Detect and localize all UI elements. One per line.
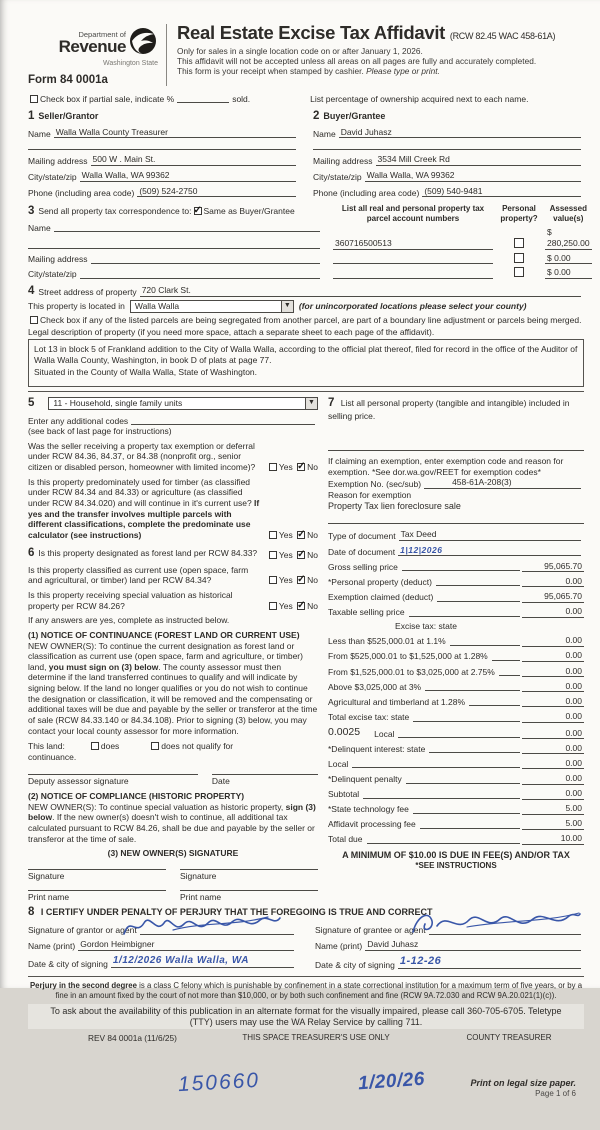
corr-city-input[interactable] [80, 271, 320, 279]
section-6-number: 6 [28, 547, 35, 560]
parcel-row-3 [333, 267, 592, 279]
partial-sale-checkbox[interactable] [30, 95, 38, 103]
agricultural-label: Agricultural and timberland at 1.28% [328, 696, 466, 707]
reason-value[interactable]: Property Tax lien foreclosure sale [328, 500, 461, 511]
header-divider [166, 24, 167, 86]
does-not-label: does not qualify for [161, 741, 234, 752]
total-due-label: Total due [328, 834, 363, 845]
corr-name2-input[interactable] [28, 241, 320, 249]
q6a-yes-checkbox[interactable] [269, 551, 277, 559]
see-instructions-note: *SEE INSTRUCTIONS [415, 861, 497, 871]
grantee-signature-label: Signature of grantee or agent [315, 925, 426, 936]
grantor-name-input[interactable]: Gordon Heimbigner [78, 939, 294, 951]
section-5-number: 5 [28, 397, 35, 410]
buyer-phone-label: Phone (including area code) [313, 187, 420, 198]
q2-no-checkbox[interactable] [297, 531, 305, 539]
seller-city-label: City/state/zip [28, 172, 77, 182]
tier4-value[interactable]: 0.00 [522, 681, 584, 693]
notice-1-text: NEW OWNER(S): To continue the current designation as forest land or classification as current use (open space, farm and agriculture, or timber) land, you must sign on (3) below. The county assessor must then determine if the land transferred continues to qualify and will indicate by signing below. If the land no longer qualifies or you do not wish to continue the designation or classification, it will be removed and the compensating or additional taxes will be due and payable by the seller or transferor at the time of sale (RCW 84.33.140 or 84.34.108). Prior to signing (3) below, you may contact your local county assessor for more information. [28, 640, 318, 736]
tier1-value[interactable]: 0.00 [522, 635, 584, 647]
notice-2-text: NEW OWNER(S): To continue special valuation as historic property, sign (3) below. If the new owner(s) doesn't wish to continue, all additional tax calculated pursuant to RCW 84.26, shall be due and payable by the seller or transferor at the time of sale. [28, 801, 316, 844]
section-8-number: 8 [28, 906, 35, 918]
delinquent-interest-local-label: Local [328, 758, 349, 769]
property-section [28, 284, 584, 388]
grantor-signature-label: Signature of grantor or agent [28, 925, 137, 936]
parcel-number-input[interactable]: 360716500513 [333, 238, 493, 250]
q1-yes-checkbox[interactable] [269, 463, 277, 471]
ownership-percent-note: List percentage of ownership acquired next to each name. [310, 93, 529, 104]
current-use-question: Is this property classified as current use (open space, farm and agricultural, or timber) land per RCW 84.34? [28, 564, 249, 586]
does-not-checkbox[interactable] [151, 742, 159, 750]
delinquent-interest-state-value[interactable]: 0.00 [522, 743, 584, 755]
historical-question: Is this property receiving special valuation as historical property per RCW 84.26? [28, 590, 233, 611]
delinquent-interest-local-value[interactable]: 0.00 [522, 758, 584, 770]
partial-percent-input[interactable] [177, 95, 229, 103]
county-treasurer-label: COUNTY TREASURER [466, 1033, 552, 1043]
personal-property-intro: List all personal property (tangible and intangible) included in selling price. [328, 398, 570, 421]
alternate-format-note: To ask about the availability of this publication in an alternate format for the visually impaired, please call 360-705-6705. Teletype (TTY) users may use the WA Relay Service by calling 711. [28, 1004, 584, 1030]
local-tax-value[interactable]: 0.00 [522, 728, 584, 740]
minimum-due-note: A MINIMUM OF $10.00 IS DUE IN FEE(S) AND/OR TAX [342, 850, 570, 860]
parcel-row-2 [333, 253, 592, 265]
delinquent-penalty-label: *Delinquent penalty [328, 773, 402, 784]
seller-name-input[interactable]: Walla Walla County Treasurer [54, 127, 296, 139]
buyer-city-input[interactable]: Walla Walla, WA 99362 [365, 170, 581, 182]
continuance-label: continuance. [28, 751, 77, 762]
page-indicator: Page 1 of 6 [535, 1089, 576, 1099]
section-4-number: 4 [28, 284, 35, 297]
excise-tax-state-header: Excise tax: state [395, 621, 457, 632]
state-tech-fee-label: *State technology fee [328, 804, 409, 815]
local-tax-label: Local [374, 728, 395, 739]
buyer-grantee-title: Buyer/Grantee [323, 111, 386, 122]
county-dropdown[interactable]: Walla Walla ▼ [130, 300, 294, 313]
corr-mailing-label: Mailing address [28, 254, 88, 265]
affidavit-page: Department of Revenue Washington State Form 84 0001a Real Estate Excise Tax Affidavit (RCW 82.45 WAC 458-61A) Only for sales in a single location code on or after January 1, 2026. This affidavit will not be accepted unless all areas on all pages are fully and accurately completed. This form is your receipt when stamped by cashier. Please type or print. Check box if partial sale, indicate % sold. List percentage of ownership acquired next to each name. 1 Seller/Grantor Name Walla Walla County Treasurer Mailing address 500 W . Main St. City/state/zip Walla Walla, WA 99362 Phone (including area code) (509) 524-2750 2 Buyer/Grantee Name David Juhasz Mailing address 3534 Mill Creek Rd City/state/zip Walla Walla, WA 99362 Phone (including area code) (509) 540-9481 3 Send all property tax correspondence to: ✓ Same as Buyer/Grantee Name Mailing address City/state/zip List all real and personal property tax parcel account numbers Personal property? Assessed value(s) 360716500513 $ 280,250.00 $ 0.00 $ 0.00 4 Street address of property 720 Clark St. This property is located in Walla Walla ▼ (for unincorporated locations please select your county) Check box if any of the listed parcels are being segregated from another parcel, are part of a boundary line adjustment or parcels being merged. Legal description of property (if you need more space, attach a separate sheet to each page of the affidavit). Lot 13 in block 5 of Frankland addition to the City of Walla Walla, according to the official plat thereof, filed for record in the office of the Auditor of Walla Walla County, Washington, in book D of plats at page 77. Situated in the County of Walla Walla, State of Washington. 5 11 - Household, single family units ▼ Enter any additional codes (see back of last page for instructions) Was the seller receiving a property tax exemption or deferral under RCW 84.36, 84.37, or 84.38 (nonprofit org., senior citizen or disabled person, homeowner with limited income)? Yes ✓ No Is this property predominately used for timber (as classified under RCW 84.34 and 84.33) or agriculture (as classified under RCW 84.34.020) and will continue in it's current use? If yes and the transfer involves multiple parcels with different classifications, complete the predominate use calculator (see instructions) Yes ✓ No 6 Is this property designated as forest land per RCW 84.33? Yes ✓ No Is this property classified as current use (open space, farm and agricultural, or timber) land per RCW 84.34? Yes ✓ No Is this property receiving special valuation as historical property per RCW 84.26? Yes ✓ No If any answers are yes, complete as instructed below. (1) NOTICE OF CONTINUANCE (FOREST LAND OR CURRENT USE) NEW OWNER(S): To continue the current designation as forest land or classification as current use (open space, farm and agriculture, or timber) land, you must sign on (3) below. The county assessor must then determine if the land transferred continues to qualify and will indicate by signing below. If the land no longer qualifies or you do not wish to continue the designation or classification, it will be removed and the compensating or additional taxes will be due and payable by the seller or transferor at the time of sale (RCW 84.33.140 or 84.34.108). Prior to signing (3) below, you may contact your local county assessor for more information. This land: does does not qualify for continuance. Deputy assessor signature Date (2) NOTICE OF COMPLIANCE (HISTORIC PROPERTY) NEW OWNER(S): To continue special valuation as historic property, sign (3) below. If the new owner(s) doesn't wish to continue, all additional tax calculated pursuant to RCW 84.26, shall be due and payable by the seller or transferor at the time of sale. (3) NEW OWNER(S) SIGNATURE Signature Signature Print name Print name 7 List all personal property (tangible and intangible) included in selling price. If claiming an exemption, enter exemption code and reason for exemption. *See dor.wa.gov/REET for exemption codes* Exemption No. (sec/sub) 458-61A-208(3) Reason for exemption Property Tax lien foreclosure sale Type of document Tax Deed Date of document 1|12|2026 Gross selling price 95,065.70 *Personal property (deduct) 0.00 Exemption claimed (deduct) 95,065.70 Taxable selling price 0.00 Excise tax: state Less than $525,000.01 at 1.1% 0.00 From $525,000.01 to $1,525,000 at 1.28% 0.00 From $1,525,000.01 to $3,025,000 at 2.75% 0.00 Above $3,025,000 at 3% 0.00 Agricultural and timberland at 1.28% 0.00 Total excise tax: state 0.00 0.0025 Local 0.00 *Delinquent interest: state 0.00 Local 0.00 *Delinquent penalty 0.00 Subtotal 0.00 *State technology fee 5.00 Affidavit processing fee 5.00 Total due 10.00 A MINIMUM OF $10.00 IS DUE IN FEE(S) AND/OR TAX *SEE INSTRUCTIONS 8 I CERTIFY UNDER PENALTY OF PERJURY THAT THE FOREGOING IS TRUE AND CORRECT Signature of grantor or agent Name (print) Gordon Heimbigner Date & city of signing 1/12/2026 Walla Walla, WA Signature of grantee or agent Name (print) David Juhasz Date & city of signing 1-12-26 Perjury in the second degree is a class C felony which is punishable by confinement in a state correctional institution for a maximum term of five years, or by a fine in an amount fixed by the court of not more than $10,000, or by both such confinement and fine (RCW 9A.72.030 and RCW 9A.20.021(1)(c)). To ask about the availability of this publication in an alternate format for the visually impaired, please call 360-705-6705. Teletype (TTY) users may use the WA Relay Service by calling 711. REV 84 0001a (11/6/25) THIS SPACE TREASURER'S USE ONLY COUNTY TREASURER 150660 1/20/26 Print on legal size paper. Page 1 of 6 [0, 0, 600, 988]
correspondence-label: Send all property tax correspondence to: [38, 206, 192, 217]
parcel-col2-header: Personal property? [500, 204, 538, 224]
notice-1-title: (1) NOTICE OF CONTINUANCE (FOREST LAND OR CURRENT USE) [28, 629, 300, 640]
buyer-phone-input[interactable]: (509) 540-9481 [422, 186, 581, 198]
seller-name2-input[interactable] [28, 142, 296, 150]
total-excise-state-value[interactable]: 0.00 [522, 711, 584, 723]
street-address-label: Street address of property [38, 287, 137, 298]
reason-line-2[interactable] [328, 516, 584, 524]
parcel-col3-header: Assessed value(s) [549, 204, 587, 224]
see-back-note: (see back of last page for instructions) [28, 426, 172, 437]
grantor-date-input[interactable]: 1/12/2026 Walla Walla, WA [111, 955, 294, 969]
parcel-number-input-3[interactable] [333, 278, 493, 279]
legal-description-label: Legal description of property (if you need more space, attach a separate sheet to each page of the affidavit). [28, 326, 435, 337]
subtotal-label: Subtotal [328, 789, 360, 799]
legal-description-p2: Situated in the County of Walla Walla, State of Washington. [34, 367, 258, 378]
section-7-number: 7 [328, 397, 335, 410]
parcel-row-1 [333, 227, 592, 249]
corr-mailing-input[interactable] [91, 256, 320, 264]
tier2-label: From $525,000.01 to $1,525,000 at 1.28% [328, 651, 488, 662]
street-address-input[interactable]: 720 Clark St. [140, 285, 581, 297]
corr-city-label: City/state/zip [28, 268, 77, 279]
rcw-code: (RCW 82.45 WAC 458-61A) [449, 31, 556, 41]
taxable-selling-price-label: Taxable selling price [328, 607, 405, 617]
corr-name-label: Name [28, 222, 51, 233]
doc-date-input[interactable]: 1|12|2026 [398, 545, 581, 557]
seller-grantor-title: Seller/Grantor [38, 111, 99, 122]
tax-computation [328, 561, 584, 845]
form-number: Form 84 0001a [28, 74, 108, 87]
tier4-label: Above $3,025,000 at 3% [328, 681, 422, 692]
section-3-number: 3 [28, 205, 35, 218]
doc-date-label: Date of document [328, 546, 396, 557]
grantor-date-label: Date & city of signing [28, 958, 108, 969]
reason-label: Reason for exemption [328, 490, 412, 500]
washington-state-label: Washington State [103, 59, 158, 67]
dropdown-arrow-icon-2[interactable]: ▼ [305, 398, 317, 409]
unincorporated-note: (for unincorporated locations please select your county) [298, 301, 527, 312]
certify-statement: I CERTIFY UNDER PENALTY OF PERJURY THAT THE FOREGOING IS TRUE AND CORRECT [40, 907, 433, 917]
personal-property-checkbox-1[interactable] [514, 238, 524, 248]
seller-mailing-input[interactable]: 500 W . Main St. [91, 154, 296, 166]
subtitle-2: This affidavit will not be accepted unless all areas on all pages are fully and accurately completed. [177, 55, 537, 66]
treasurer-stamp-zone [28, 1044, 584, 1130]
perjury-statement: Perjury in the second degree is a class C felony which is punishable by confinement in a state correctional institution for a maximum term of five years, or by a fine in an amount fixed by the court of not more than $10,000, or by both such confinement and fine (RCW 9A.72.030 and RCW 9A.20.021(1)(c)). [29, 981, 583, 1001]
new-owner-signature-2[interactable]: Signature [180, 869, 318, 882]
seller-name-label: Name [28, 128, 51, 139]
notice-2-title: (2) NOTICE OF COMPLIANCE (HISTORIC PROPERTY) [28, 791, 245, 801]
section-1-number: 1 [28, 110, 35, 123]
agricultural-value[interactable]: 0.00 [522, 696, 584, 708]
q1-no-checkbox[interactable] [297, 463, 305, 471]
exemption-note: If claiming an exemption, enter exemption code and reason for exemption. *See dor.wa.gov/REET for exemption codes* [328, 456, 564, 477]
deputy-date-field[interactable]: Date [212, 774, 318, 787]
q6a-no-checkbox[interactable] [297, 551, 305, 559]
delinquent-interest-state-label: *Delinquent interest: state [328, 743, 426, 754]
assessed-value-input-1[interactable]: $ 280,250.00 [547, 227, 590, 248]
buyer-mailing-label: Mailing address [313, 156, 373, 167]
personal-property-checkbox-3[interactable] [514, 267, 524, 277]
personal-property-deduct-value[interactable]: 0.00 [522, 576, 584, 588]
personal-property-input[interactable] [328, 443, 584, 451]
parcel-col1-header: List all real and personal property tax parcel account numbers [341, 204, 485, 224]
grantee-signature-ink [407, 908, 582, 940]
q1-yes-no: Yes ✓ No [267, 462, 318, 473]
subtotal-value[interactable]: 0.00 [522, 788, 584, 800]
deputy-assessor-signature-field[interactable]: Deputy assessor signature [28, 774, 198, 787]
subtitle-1: Only for sales in a single location code on or after January 1, 2026. [177, 45, 423, 56]
gross-selling-price-value[interactable]: 95,065.70 [522, 561, 584, 573]
segregated-label: Check box if any of the listed parcels are being segregated from another parcel, are part of a boundary line adjustment or parcels being merged. [40, 314, 582, 325]
state-tech-fee-value[interactable]: 5.00 [522, 803, 584, 815]
total-due-value[interactable]: 10.00 [522, 833, 584, 845]
q6c-no-checkbox[interactable] [297, 602, 305, 610]
treasurer-space-label: THIS SPACE TREASURER'S USE ONLY [242, 1033, 390, 1043]
new-owner-printname-1[interactable]: Print name [28, 890, 166, 903]
parcel-number-input-2[interactable] [333, 263, 493, 264]
buyer-name-label: Name [313, 128, 336, 139]
delinquent-penalty-value[interactable]: 0.00 [522, 773, 584, 785]
dept-of-label: Department of [78, 29, 126, 39]
sold-label: sold. [232, 93, 251, 104]
grantee-name-input[interactable]: David Juhasz [365, 939, 581, 951]
affidavit-fee-label: Affidavit processing fee [328, 819, 416, 830]
total-excise-state-label: Total excise tax: state [328, 711, 410, 722]
parcel-table [333, 204, 592, 279]
q2-yes-no: Yes ✓ No [267, 530, 318, 541]
seller-phone-input[interactable]: (509) 524-2750 [137, 186, 296, 198]
doc-type-label: Type of document [328, 530, 396, 541]
subtitle-3: This form is your receipt when stamped by cashier. Please type or print. [177, 66, 440, 77]
exemption-deferral-question: Was the seller receiving a property tax exemption or deferral under RCW 84.36, 84.37, or 84.38 (nonprofit org., senior citizen or disabled person, homeowner with limited income)? [28, 440, 256, 472]
this-land-label: This land: [28, 741, 65, 752]
partial-sale-label: Check box if partial sale, indicate % [40, 93, 175, 104]
notice-3-title: (3) NEW OWNER(S) SIGNATURE [107, 848, 239, 859]
exemption-no-label: Exemption No. (sec/sub) [328, 479, 422, 490]
seller-section [28, 109, 299, 198]
buyer-city-label: City/state/zip [313, 172, 362, 182]
assessed-value-input-2[interactable]: $ 0.00 [545, 253, 592, 265]
grantor-name-label: Name (print) [28, 941, 76, 951]
same-as-buyer-label: Same as Buyer/Grantee [203, 206, 295, 217]
exemption-claimed-label: Exemption claimed (deduct) [328, 591, 434, 602]
taxable-selling-price-value[interactable]: 0.00 [522, 606, 584, 618]
partial-sale-row [28, 94, 584, 105]
buyer-section [313, 109, 584, 198]
personal-property-checkbox-2[interactable] [514, 253, 524, 263]
form-title: Real Estate Excise Tax Affidavit (RCW 82.45 WAC 458-61A) [177, 22, 556, 43]
grantor-signature-ink [118, 910, 283, 940]
new-owner-signature-1[interactable]: Signature [28, 869, 166, 882]
rev-form-number: REV 84 0001a (11/6/25) [88, 1033, 177, 1044]
correspondence-section [28, 204, 323, 279]
additional-codes-label: Enter any additional codes [28, 415, 129, 426]
revenue-label: Revenue [58, 37, 126, 57]
forest-land-question: Is this property designated as forest land per RCW 84.33? [38, 548, 258, 559]
q6c-yes-checkbox[interactable] [269, 602, 277, 610]
treasurer-stamp-number: 150660 [177, 1068, 261, 1096]
seller-mailing-label: Mailing address [28, 156, 88, 167]
located-in-label: This property is located in [28, 301, 125, 312]
forest-land-section: 6 Is this property designated as forest land per RCW 84.33? Yes ✓ No [28, 546, 318, 560]
grantee-date-input[interactable]: 1-12-26 [398, 955, 581, 970]
personal-property-section [328, 396, 584, 421]
dor-logo-block [28, 18, 158, 88]
land-use-section [28, 396, 318, 410]
grantee-name-label: Name (print) [315, 941, 363, 951]
does-label: does [100, 741, 120, 752]
grantee-date-label: Date & city of signing [315, 959, 395, 970]
timber-agriculture-question: Is this property predominately used for timber (as classified under RCW 84.34 and 84.33) or agriculture (as classified under RCW 84.34.020) and will continue in it's current use? If yes and the transfer involves multiple parcels with different classifications, complete the predominate use calculator (see instructions) [28, 476, 260, 540]
local-rate: 0.0025 [328, 726, 361, 738]
buyer-mailing-input[interactable]: 3534 Mill Creek Rd [376, 154, 581, 166]
exemption-claimed-value[interactable]: 95,065.70 [522, 591, 584, 603]
corr-name-input[interactable] [54, 224, 320, 232]
personal-property-deduct-label: *Personal property (deduct) [328, 576, 432, 587]
tier3-value[interactable]: 0.00 [522, 666, 584, 678]
affidavit-fee-value[interactable]: 5.00 [522, 818, 584, 830]
does-checkbox[interactable] [91, 742, 99, 750]
print-legal-note: Print on legal size paper. [470, 1077, 576, 1088]
buyer-name2-input[interactable] [313, 142, 581, 150]
additional-codes-input[interactable] [131, 417, 315, 425]
legal-description-p1: Lot 13 in block 5 of Frankland addition to the City of Walla Walla, according to the official plat thereof, filed for record in the office of the Auditor of Walla Walla County, Washington, in book D of plats at page 77. [34, 344, 578, 365]
form-header [28, 18, 584, 88]
seller-phone-label: Phone (including area code) [28, 187, 135, 198]
legal-description-input[interactable] [28, 339, 584, 387]
dropdown-arrow-icon[interactable]: ▼ [281, 301, 293, 312]
land-qualify-row [28, 741, 318, 752]
if-any-yes-note: If any answers are yes, complete as instructed below. [28, 615, 230, 626]
section-2-number: 2 [313, 110, 320, 123]
q6b-yes-checkbox[interactable] [269, 576, 277, 584]
segregated-checkbox[interactable] [30, 316, 38, 324]
same-as-buyer-checkbox[interactable] [194, 207, 202, 215]
seller-city-input[interactable]: Walla Walla, WA 99362 [80, 170, 296, 182]
doc-type-input[interactable]: Tax Deed [399, 529, 581, 541]
revenue-swirl-logo-icon [128, 26, 158, 59]
q6b-no-checkbox[interactable] [297, 576, 305, 584]
q2-yes-checkbox[interactable] [269, 531, 277, 539]
land-use-code-dropdown[interactable]: 11 - Household, single family units ▼ [48, 397, 318, 410]
gross-selling-price-label: Gross selling price [328, 561, 398, 572]
tier1-label: Less than $525,000.01 at 1.1% [328, 636, 446, 647]
tier2-value[interactable]: 0.00 [522, 650, 584, 662]
new-owner-printname-2[interactable]: Print name [180, 890, 318, 903]
buyer-name-input[interactable]: David Juhasz [339, 127, 581, 139]
assessed-value-input-3[interactable]: $ 0.00 [545, 267, 592, 279]
tier3-label: From $1,525,000.01 to $3,025,000 at 2.75% [328, 666, 495, 677]
exemption-no-input[interactable]: 458-61A-208(3) [424, 477, 581, 489]
treasurer-stamp-date: 1/20/26 [357, 1068, 426, 1095]
